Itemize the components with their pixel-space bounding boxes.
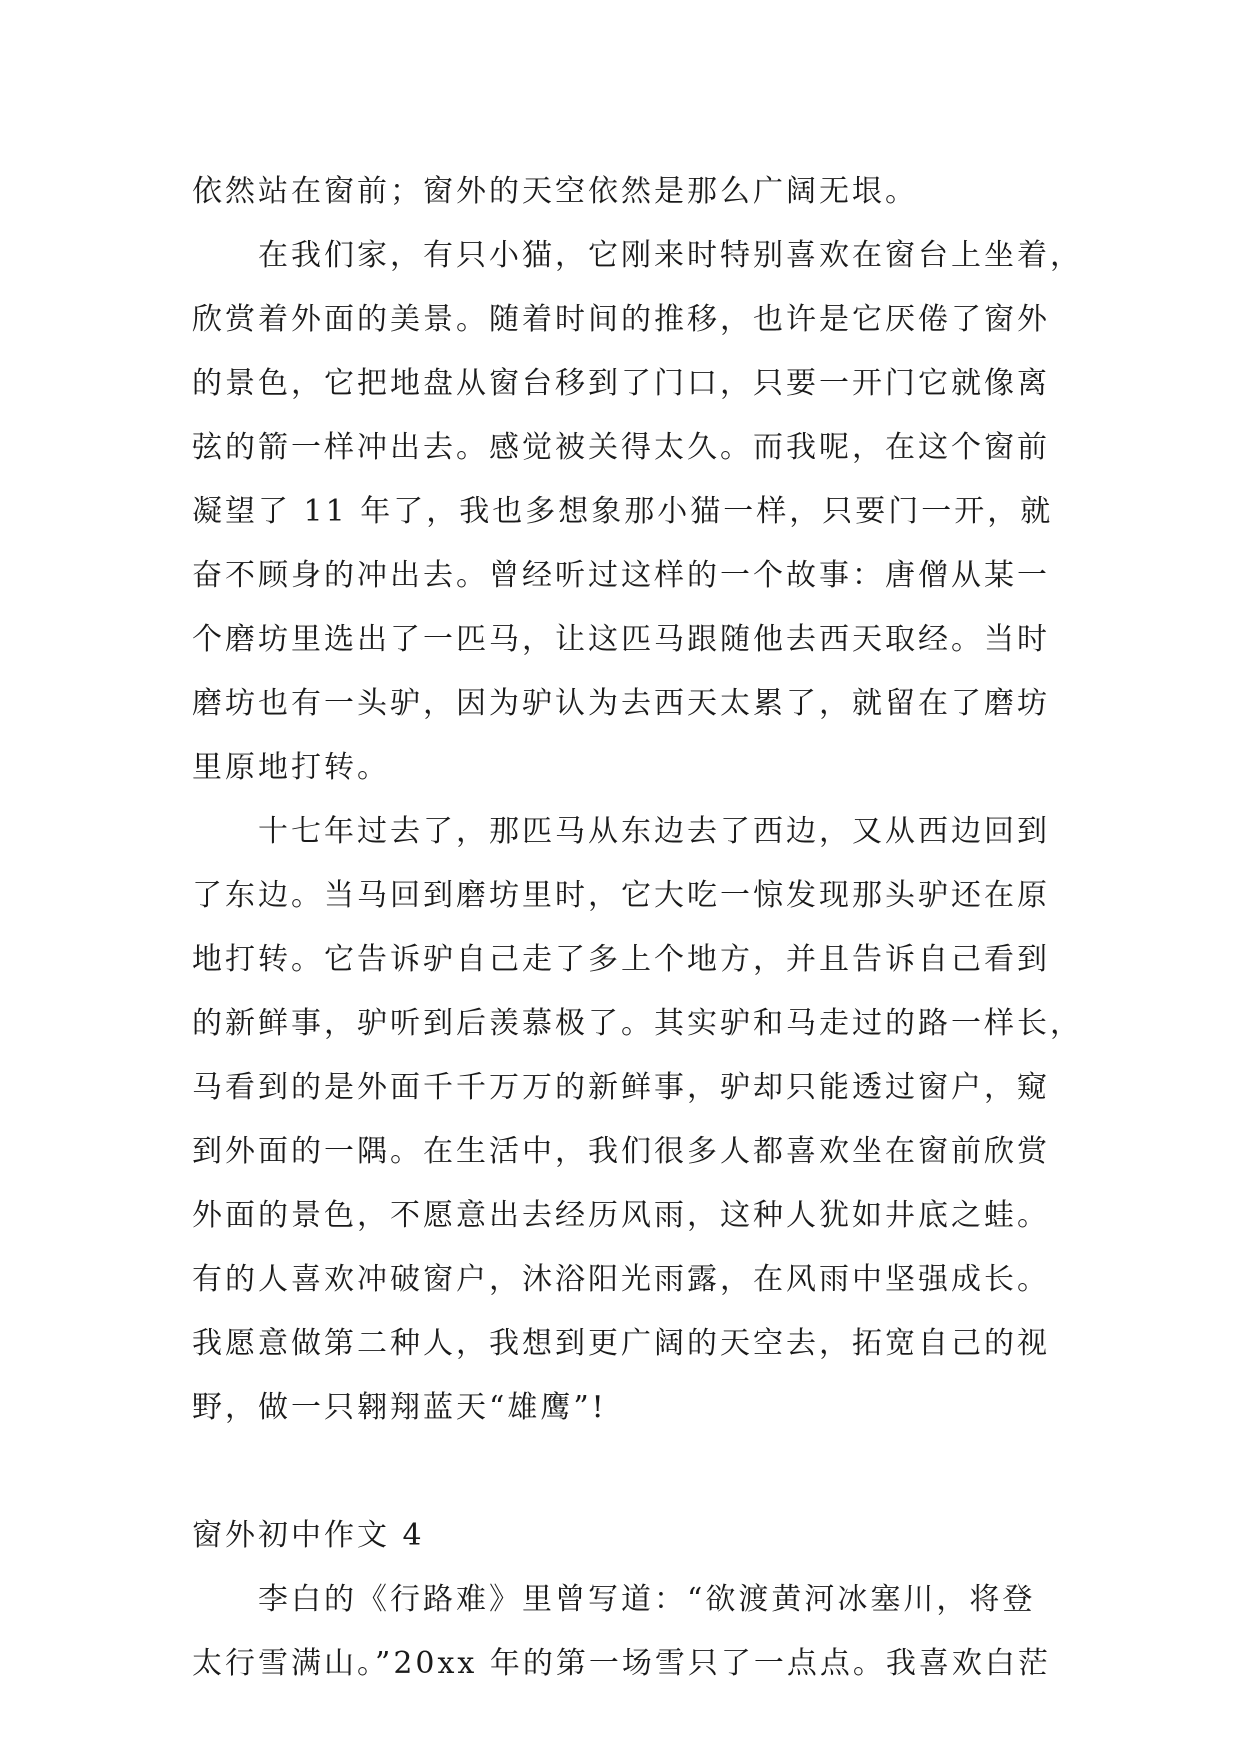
text-line: 野，做一只翱翔蓝天“雄鹰”! — [192, 1390, 607, 1425]
text-line: 在我们家，有只小猫，它刚来时特别喜欢在窗台上坐着， — [258, 238, 1083, 273]
paragraph-cat — [192, 224, 1083, 800]
text-line: 李白的《行路难》里曾写道：“欲渡黄河冰塞川，将登 — [258, 1582, 1036, 1617]
text-line: 欣赏着外面的美景。随着时间的推移，也许是它厌倦了窗外 — [192, 302, 1050, 337]
text-line: 外面的景色，不愿意出去经历风雨，这种人犹如井底之蛙。 — [192, 1198, 1050, 1233]
text-line: 奋不顾身的冲出去。曾经听过这样的一个故事：唐僧从某一 — [192, 558, 1050, 593]
section-title: 窗外初中作文 4 — [192, 1518, 425, 1553]
text-line: 到外面的一隅。在生活中，我们很多人都喜欢坐在窗前欣赏 — [192, 1134, 1050, 1169]
document-body — [192, 160, 1083, 1696]
paragraph-libai — [192, 1568, 1052, 1696]
paragraph-continuation — [192, 160, 1052, 224]
text-line: 的景色，它把地盘从窗台移到了门口，只要一开门它就像离 — [192, 366, 1050, 401]
text-line: 我愿意做第二种人，我想到更广阔的天空去，拓宽自己的视 — [192, 1326, 1050, 1361]
text-line: 依然站在窗前；窗外的天空依然是那么广阔无垠。 — [192, 174, 918, 209]
text-line: 磨坊也有一头驴，因为驴认为去西天太累了，就留在了磨坊 — [192, 686, 1050, 721]
text-line: 凝望了 11 年了，我也多想象那小猫一样，只要门一开，就 — [192, 494, 1054, 529]
text-line: 弦的箭一样冲出去。感觉被关得太久。而我呢，在这个窗前 — [192, 430, 1050, 465]
text-line: 有的人喜欢冲破窗户，沐浴阳光雨露，在风雨中坚强成长。 — [192, 1262, 1050, 1297]
text-line: 地打转。它告诉驴自己走了多上个地方，并且告诉自己看到 — [192, 942, 1050, 977]
text-line: 马看到的是外面千千万万的新鲜事，驴却只能透过窗户，窥 — [192, 1070, 1050, 1105]
text-line: 了东边。当马回到磨坊里时，它大吃一惊发现那头驴还在原 — [192, 878, 1050, 913]
text-line: 个磨坊里选出了一匹马，让这匹马跟随他去西天取经。当时 — [192, 622, 1050, 657]
paragraph-horse-donkey — [192, 800, 1083, 1440]
text-line: 十七年过去了，那匹马从东边去了西边，又从西边回到 — [258, 814, 1050, 849]
text-line: 里原地打转。 — [192, 750, 390, 785]
text-line: 太行雪满山。”20xx 年的第一场雪只了一点点。我喜欢白茫 — [192, 1646, 1051, 1681]
text-line: 的新鲜事，驴听到后羡慕极了。其实驴和马走过的路一样长， — [192, 1006, 1083, 1041]
